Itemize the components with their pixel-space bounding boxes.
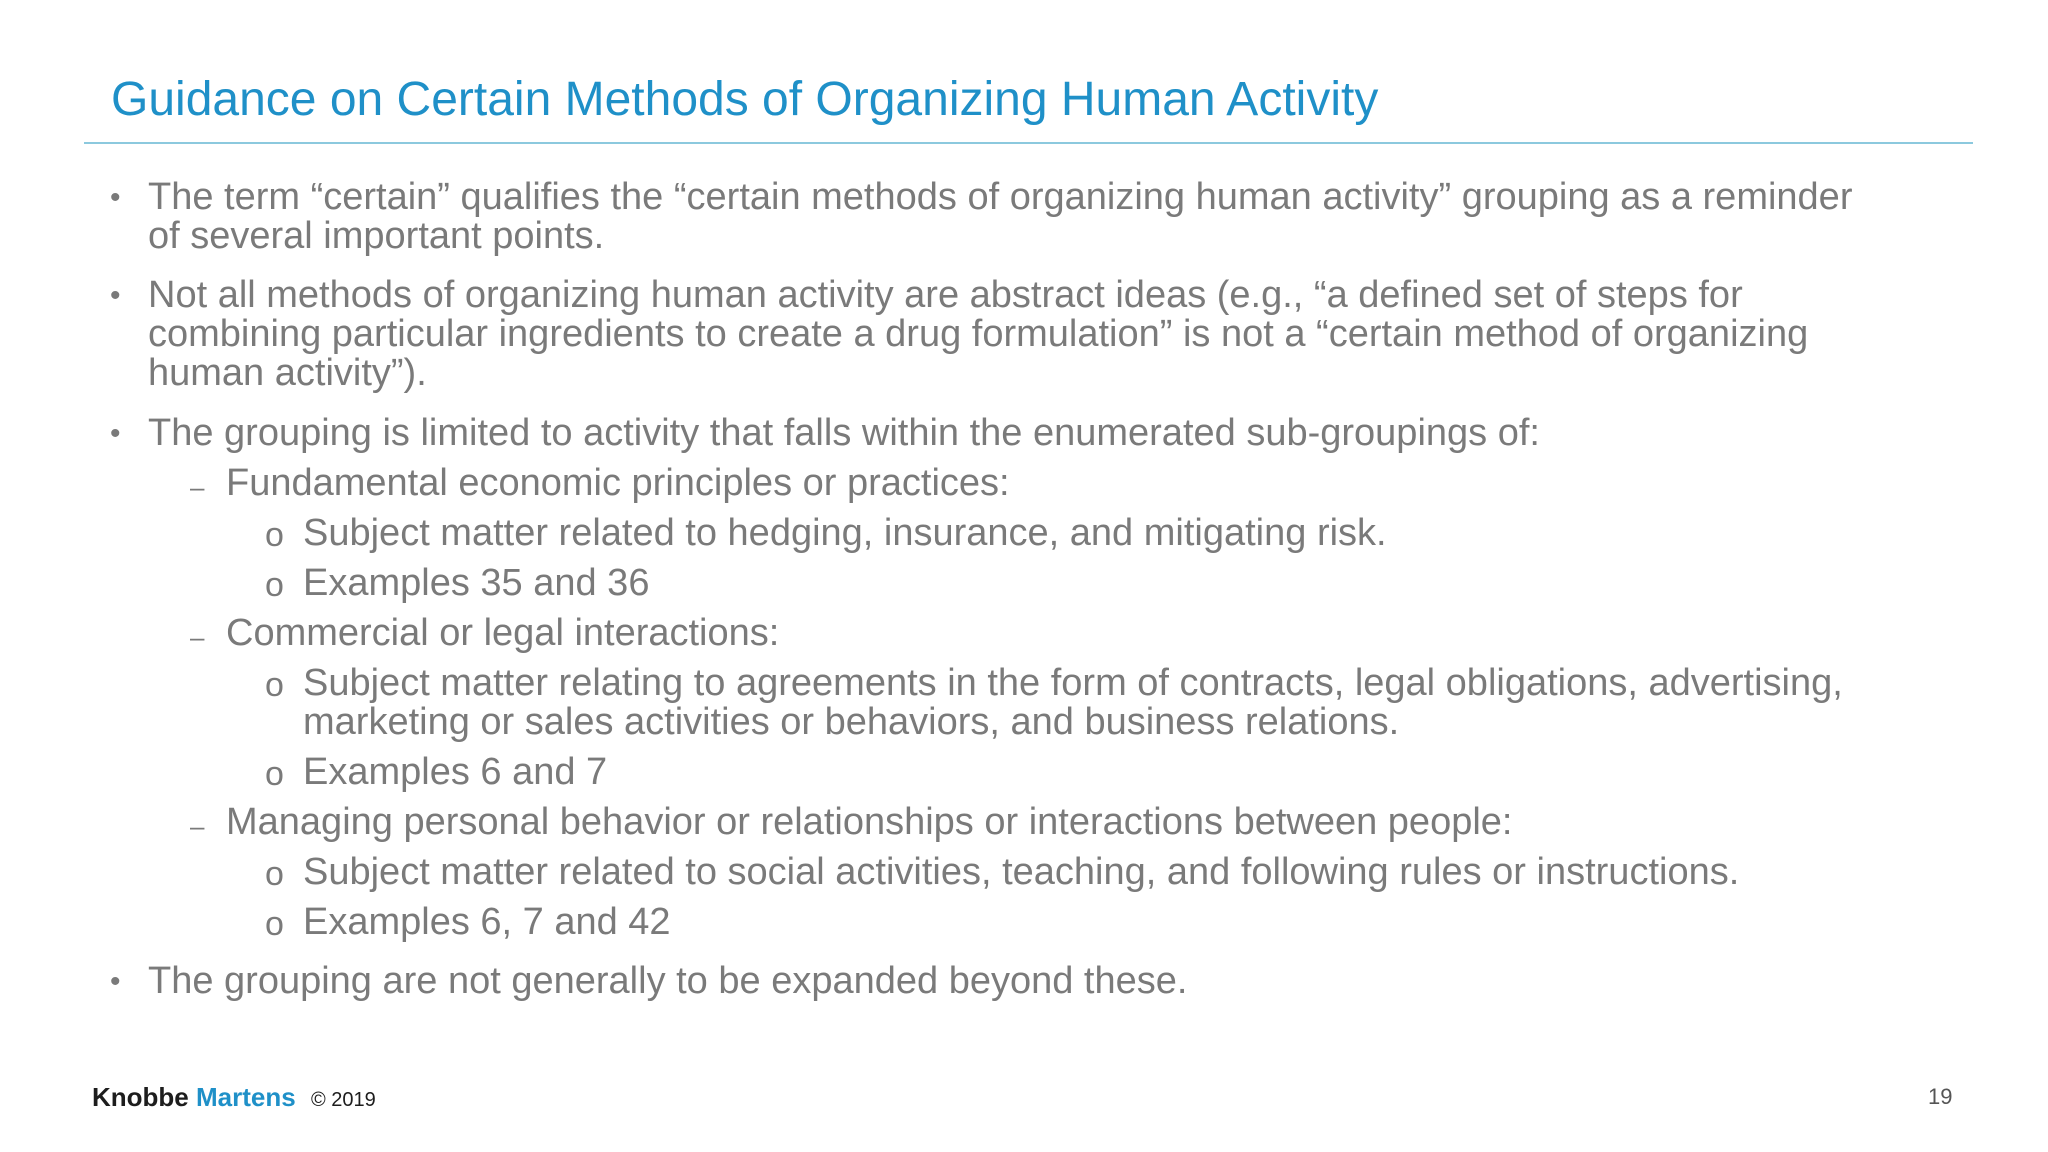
footer-logo <box>92 1082 376 1113</box>
bullet-marker: • <box>110 965 121 998</box>
bullet-item <box>110 274 1868 394</box>
subgroup-detail-text: Subject matter relating to agreements in the form of contracts, legal obligations, advertising, marketing or sales activities or behaviors, and business relations. <box>303 662 1843 743</box>
bullet-text: The grouping are not generally to be expanded beyond these. <box>148 960 1188 1002</box>
subgroup-detail <box>265 851 1863 893</box>
subgroup-detail <box>265 751 1863 793</box>
subgroup-detail <box>265 901 1863 943</box>
subgroup-item <box>190 801 1513 843</box>
bullet-text: The term “certain” qualifies the “certain methods of organizing human activity” grouping as a reminder of several important points. <box>148 176 1853 257</box>
dash-marker: – <box>190 472 205 502</box>
bullet-item <box>110 960 1868 1002</box>
circle-marker: o <box>265 755 284 793</box>
dash-marker: – <box>190 811 205 841</box>
bullet-text: The grouping is limited to activity that falls within the enumerated sub-groupings of: <box>148 412 1540 454</box>
subgroup-item <box>190 612 780 654</box>
brand-knobbe: Knobbe <box>92 1082 189 1112</box>
subgroup-detail <box>265 512 1863 554</box>
subgroup-detail <box>265 562 1863 604</box>
circle-marker: o <box>265 855 284 893</box>
bullet-marker: • <box>110 279 121 312</box>
subgroup-label: Fundamental economic principles or practices: <box>226 462 1010 504</box>
dash-marker: – <box>190 622 205 652</box>
circle-marker: o <box>265 516 284 554</box>
subgroup-label: Commercial or legal interactions: <box>226 612 780 654</box>
bullet-marker: • <box>110 181 121 214</box>
bullet-item <box>110 176 1868 257</box>
circle-marker: o <box>265 566 284 604</box>
subgroup-label: Managing personal behavior or relationships or interactions between people: <box>226 801 1513 843</box>
brand-martens: Martens <box>196 1082 296 1112</box>
slide-title: Guidance on Certain Methods of Organizing Human Activity <box>111 73 1379 126</box>
subgroup-detail-text: Examples 35 and 36 <box>303 562 650 604</box>
subgroup-item <box>190 462 1010 504</box>
bullet-marker: • <box>110 417 121 450</box>
circle-marker: o <box>265 905 284 943</box>
subgroup-detail <box>265 662 1863 743</box>
subgroup-detail-text: Examples 6, 7 and 42 <box>303 901 671 943</box>
bullet-text: Not all methods of organizing human activity are abstract ideas (e.g., “a defined set of steps for combining particular ingredients to create a drug formulation” is not a “certain method of organizing human activity”). <box>148 274 1809 394</box>
bullet-item <box>110 412 1868 454</box>
copyright: © 2019 <box>310 1089 376 1111</box>
page-number: 19 <box>1928 1084 1953 1109</box>
subgroup-detail-text: Subject matter related to hedging, insurance, and mitigating risk. <box>303 512 1387 554</box>
subgroup-detail-text: Examples 6 and 7 <box>303 751 608 793</box>
title-divider <box>84 142 1973 144</box>
circle-marker: o <box>265 666 284 704</box>
subgroup-detail-text: Subject matter related to social activities, teaching, and following rules or instructions. <box>303 851 1740 893</box>
